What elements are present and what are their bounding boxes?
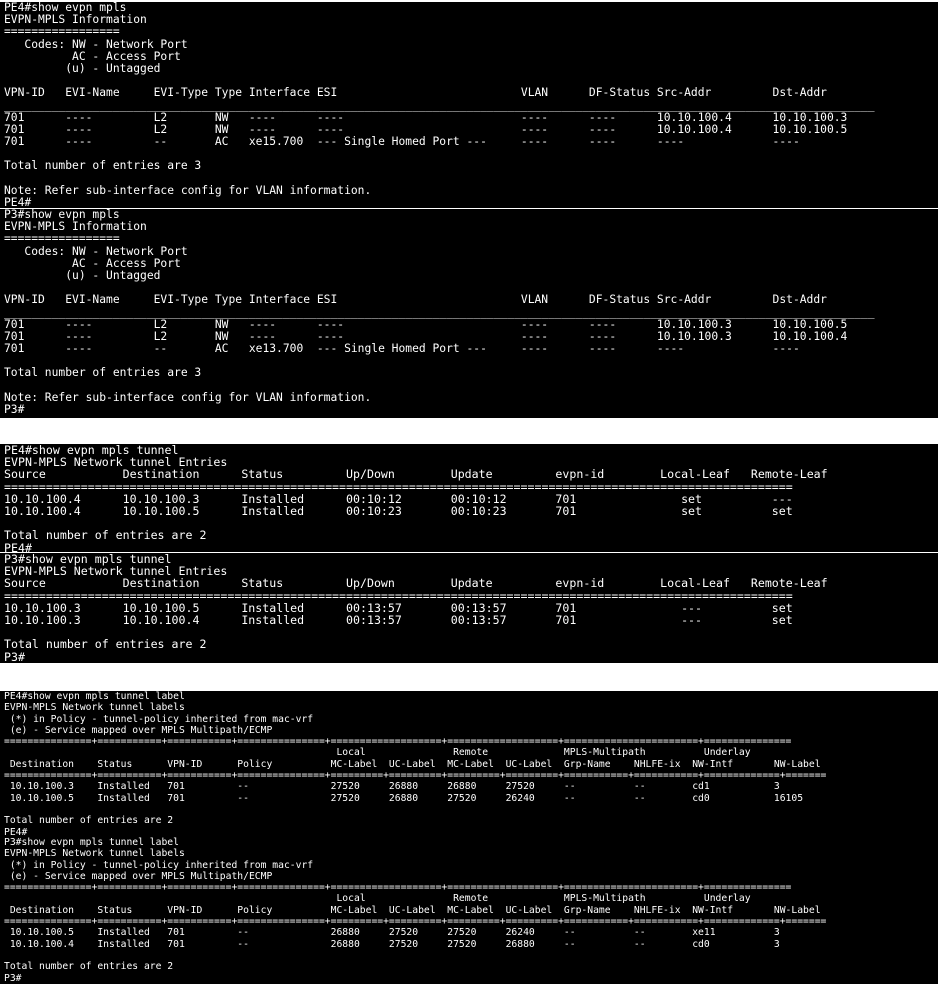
terminal-line: 10.10.100.3 10.10.100.5 Installed 00:13:57 00:13:57 701 --- set [4, 600, 793, 615]
terminal-line: 701 ---- L2 NW ---- ---- ---- ---- 10.10.100.3 10.10.100.5 [4, 317, 848, 331]
terminal-line: EVPN-MPLS Information [4, 220, 147, 234]
terminal-line: Codes: NW - Network Port [4, 244, 188, 258]
terminal-line: ===============+===========+===========+===============+===================+===================+=======================+=============== [4, 736, 792, 748]
terminal-line: Source Destination Status Up/Down Update evpn-id Local-Leaf Remote-Leaf [4, 467, 828, 482]
terminal-line: 701 ---- -- AC xe13.700 --- Single Homed Port --- ---- ---- ---- ---- [4, 342, 800, 356]
terminal-line: VPN-ID EVI-Name EVI-Type Type Interface ESI VLAN DF-Status Src-Addr Dst-Addr [4, 293, 827, 307]
terminal-panel-p3-evpn-mpls [0, 209, 938, 418]
terminal-line: Destination Status VPN-ID Policy MC-Label UC-Label MC-Label UC-Label Grp-Name NHLFE-ix NW-Intf NW-Label [4, 758, 821, 770]
terminal-line: Destination Status VPN-ID Policy MC-Label UC-Label MC-Label UC-Label Grp-Name NHLFE-ix NW-Intf NW-Label [4, 904, 821, 916]
terminal-line: AC - Access Port [4, 256, 181, 270]
terminal-line: 10.10.100.5 Installed 701 -- 26880 27520 27520 26240 -- -- xe11 3 [4, 927, 780, 939]
terminal-line: ________________________________________________________________________________________________________________________________ [4, 98, 875, 112]
terminal-line: PE4# [4, 540, 32, 552]
terminal-line: (e) - Service mapped over MPLS Multipath/ECMP [4, 724, 273, 736]
terminal-line: P3#show evpn mpls tunnel [4, 553, 172, 566]
terminal-line: VPN-ID EVI-Name EVI-Type Type Interface ESI VLAN DF-Status Src-Addr Dst-Addr [4, 86, 827, 100]
terminal-line: P3# [4, 649, 25, 663]
terminal-line: ================= [4, 232, 120, 246]
terminal-line: Codes: NW - Network Port [4, 37, 188, 51]
terminal-line: Total number of entries are 2 [4, 637, 207, 652]
terminal-line: Total number of entries are 3 [4, 366, 202, 380]
terminal-line: ================================================================================================================= [4, 479, 793, 494]
terminal-line: (*) in Policy - tunnel-policy inherited from mac-vrf [4, 859, 314, 871]
terminal-line [4, 804, 938, 815]
terminal-line: (e) - Service mapped over MPLS Multipath/ECMP [4, 870, 273, 882]
terminal-line: 10.10.100.4 10.10.100.3 Installed 00:10:12 00:10:12 701 set --- [4, 491, 793, 506]
terminal-line: Source Destination Status Up/Down Update evpn-id Local-Leaf Remote-Leaf [4, 576, 828, 591]
terminal-line: PE4#show evpn mpls tunnel [4, 444, 179, 457]
terminal-line: ===============+===========+===========+===============+===================+===================+=======================+=============== [4, 882, 792, 894]
terminal-line: EVPN-MPLS Network tunnel labels [4, 848, 185, 860]
terminal-line: EVPN-MPLS Information [4, 13, 147, 27]
terminal-line: EVPN-MPLS Network tunnel Entries [4, 564, 228, 579]
terminal-panel-pe4-evpn-mpls-tunnel-label [0, 691, 938, 837]
terminal-line: Note: Refer sub-interface config for VLAN information. [4, 183, 372, 197]
terminal-line: 10.10.100.3 10.10.100.4 Installed 00:13:57 00:13:57 701 --- set [4, 612, 793, 627]
terminal-line: 701 ---- -- AC xe15.700 --- Single Homed Port --- ---- ---- ---- ---- [4, 135, 800, 149]
terminal-line: ________________________________________________________________________________________________________________________________ [4, 305, 875, 319]
terminal-line: 701 ---- L2 NW ---- ---- ---- ---- 10.10.100.4 10.10.100.5 [4, 122, 848, 136]
terminal-line: 10.10.100.4 Installed 701 -- 26880 27520 27520 26880 -- -- cd0 3 [4, 938, 780, 950]
terminal-line: EVPN-MPLS Network tunnel Entries [4, 455, 228, 470]
terminal-line: PE4# [4, 196, 32, 208]
terminal-line: (*) in Policy - tunnel-policy inherited from mac-vrf [4, 713, 314, 725]
terminal-line: P3#show evpn mpls [4, 209, 120, 221]
terminal-line: AC - Access Port [4, 49, 181, 63]
terminal-line: 10.10.100.3 Installed 701 -- 27520 26880 26880 27520 -- -- cd1 3 [4, 781, 780, 793]
terminal-line: Total number of entries are 2 [4, 815, 174, 827]
terminal-line: Note: Refer sub-interface config for VLAN information. [4, 390, 372, 404]
terminal-line: PE4#show evpn mpls tunnel label [4, 691, 185, 702]
terminal-line: 701 ---- L2 NW ---- ---- ---- ---- 10.10.100.4 10.10.100.3 [4, 110, 848, 124]
terminal-line [4, 173, 938, 185]
terminal-line: Local Remote MPLS-Multipath Underlay [4, 893, 751, 905]
terminal-panel-pe4-evpn-mpls-tunnel [0, 444, 938, 552]
terminal-line: Total number of entries are 2 [4, 528, 207, 543]
terminal-line: 701 ---- L2 NW ---- ---- ---- ---- 10.10.100.3 10.10.100.4 [4, 329, 848, 343]
terminal-line: Local Remote MPLS-Multipath Underlay [4, 747, 751, 759]
terminal-panel-p3-evpn-mpls-tunnel [0, 553, 938, 663]
terminal-line: P3# [4, 403, 25, 416]
terminal-line: (u) - Untagged [4, 61, 161, 75]
terminal-line: ===============+===========+===========+===============+=========+=========+=========+=========+===========+===========+=============+======= [4, 916, 827, 928]
terminal-panel-p3-evpn-mpls-tunnel-label [0, 837, 938, 984]
terminal-line: P3# [4, 972, 22, 984]
terminal-line: PE4# [4, 826, 28, 837]
terminal-panel-pe4-evpn-mpls [0, 2, 938, 208]
terminal-line: Total number of entries are 3 [4, 159, 202, 173]
terminal-line: P3#show evpn mpls tunnel label [4, 837, 179, 848]
terminal-line: ===============+===========+===========+===============+=========+=========+=========+=========+===========+===========+=============+======= [4, 770, 827, 782]
terminal-line: Total number of entries are 2 [4, 961, 174, 973]
terminal-line: 10.10.100.4 10.10.100.5 Installed 00:10:23 00:10:23 701 set set [4, 503, 793, 518]
terminal-line: 10.10.100.5 Installed 701 -- 27520 26880 27520 26240 -- -- cd0 16105 [4, 792, 804, 804]
terminal-line [4, 950, 938, 961]
terminal-line: ================================================================================================================= [4, 588, 793, 603]
terminal-line: (u) - Untagged [4, 268, 161, 282]
terminal-line: PE4#show evpn mpls [4, 2, 127, 14]
terminal-line: EVPN-MPLS Network tunnel labels [4, 702, 185, 714]
terminal-line [4, 380, 938, 392]
terminal-line: ================= [4, 25, 120, 39]
